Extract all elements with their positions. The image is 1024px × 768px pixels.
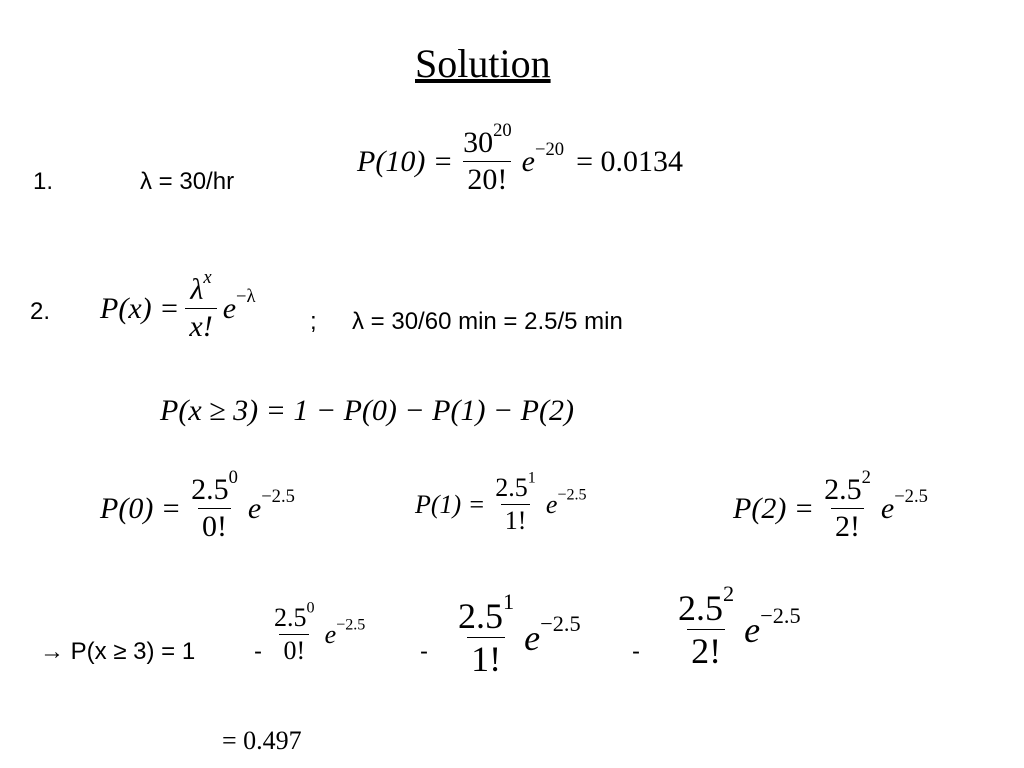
- formula-fraction: $\frac{30^{20}}{20!}$: [463, 120, 512, 196]
- formula-result: = 0.0134: [576, 144, 683, 178]
- minus-sign-1: -: [420, 638, 428, 665]
- question-1-lambda: λ = 30/hr: [140, 168, 235, 195]
- term-p2: P(2) = $\frac{2.5^2}{2!}$ $e^{-2.5}$: [733, 467, 928, 543]
- question-1-number: 1.: [33, 168, 54, 195]
- final-result: = 0.497: [222, 726, 302, 755]
- question-2-number: 2.: [30, 298, 51, 325]
- final-term-1: $\frac{2.5^1}{1!}$ $e^{-2.5}$: [458, 589, 581, 679]
- minus-sign-0: -: [254, 638, 262, 665]
- term-p0: P(0) = $\frac{2.5^0}{0!}$ $e^{-2.5}$: [100, 467, 295, 543]
- separator: ;: [310, 308, 317, 335]
- final-term-2: $\frac{2.5^2}{2!}$ $e^{-2.5}$: [678, 581, 801, 671]
- question-2-lambda: λ = 30/60 min = 2.5/5 min: [352, 308, 623, 335]
- final-term-0: $\frac{2.5^0}{0!}$ $e^{-2.5}$: [274, 599, 366, 665]
- term-p1: P(1) = $\frac{2.5^1}{1!}$ $e^{-2.5}$: [415, 469, 587, 535]
- complement-equation: P(x ≥ 3) = 1 − P(0) − P(1) − P(2): [160, 394, 574, 427]
- minus-sign-2: -: [632, 638, 640, 665]
- final-label: → P(x ≥ 3) = 1: [40, 638, 196, 665]
- poisson-formula: P(x) = $\frac{\lambda^x}{x!}$ $e^{-\lambda}$: [100, 267, 256, 343]
- question-1-formula: P(10) = $\frac{30^{20}}{20!}$ $e^{-20}$ = 0.0134: [357, 120, 683, 196]
- formula-lhs: P(10) =: [357, 144, 454, 178]
- page-title: Solution: [415, 41, 551, 86]
